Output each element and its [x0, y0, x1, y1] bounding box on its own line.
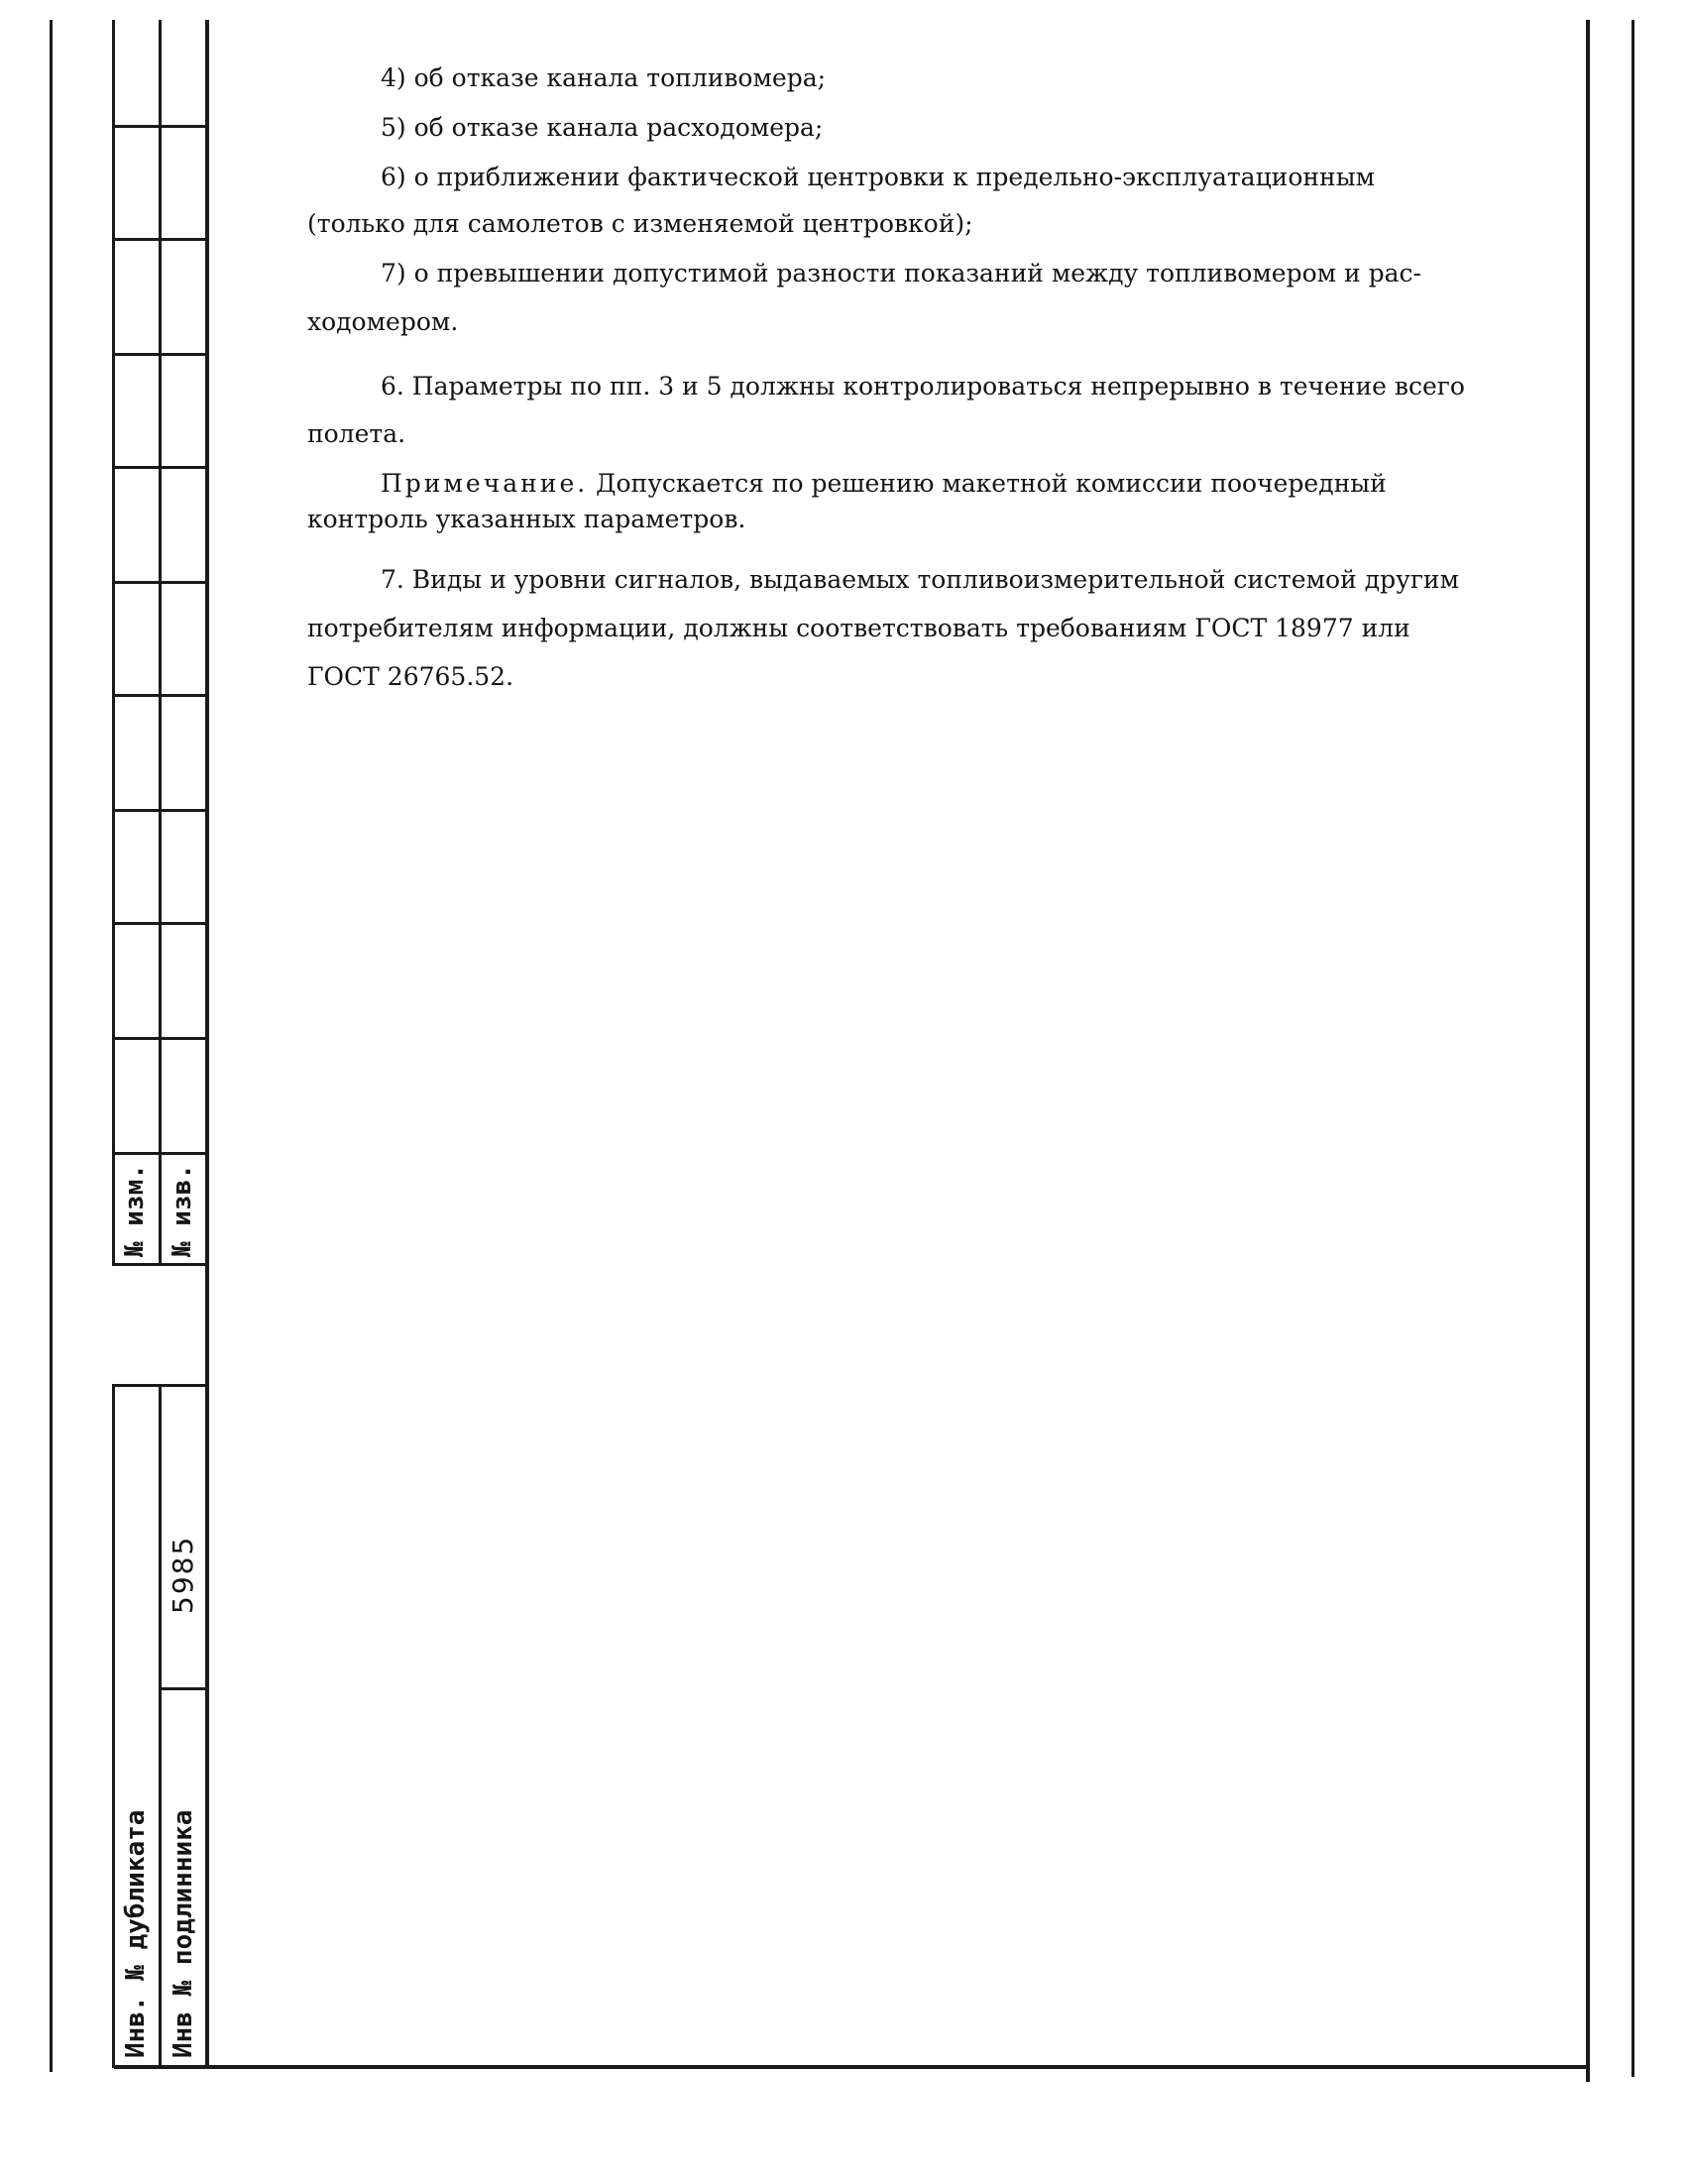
list-item-6: 6) о приближении фактической центровки к предельно-эксплуатационным: [381, 163, 1376, 191]
original-inventory-value: 5985: [167, 1535, 199, 1614]
change-number-label: № изм.: [120, 1164, 150, 1257]
paragraph-6: 6. Параметры по пп. 3 и 5 должны контролироваться непрерывно в течение всего полета.: [307, 372, 1465, 448]
note-label: Примечание.: [381, 469, 589, 498]
right-edge-line: [1632, 20, 1634, 2077]
list-item-7-continuation: ходомером.: [307, 307, 459, 336]
list-item-7: 7) о превышении допустимой разности показаний между топливомером и рас-: [381, 259, 1421, 287]
frame-bottom-border: [114, 2065, 1589, 2069]
paragraph-7: 7. Виды и уровни сигналов, выдаваемых топливоизмерительной системой другим потребителям информации, должны соответствовать требованиям ГОСТ 18977 или ГОСТ 26765.52.: [307, 565, 1460, 691]
frame-right-border: [1586, 20, 1590, 2082]
list-item-4: 4) об отказе канала топливомера;: [381, 63, 827, 92]
notice-number-label: № изв.: [168, 1164, 197, 1257]
original-inventory-label: Инв № подлинника: [169, 1809, 198, 2058]
frame-left-border: [205, 20, 209, 2068]
note-paragraph: Примечание. Допускается по решению макетной комиссии поочередный контроль указанных параметров.: [307, 469, 1387, 533]
list-item-6-continuation: (только для самолетов с изменяемой центровкой);: [307, 209, 973, 238]
duplicate-inventory-label: Инв. № дубликата: [121, 1809, 151, 2058]
list-item-5: 5) об отказе канала расходомера;: [381, 113, 824, 142]
left-edge-line: [50, 20, 53, 2072]
